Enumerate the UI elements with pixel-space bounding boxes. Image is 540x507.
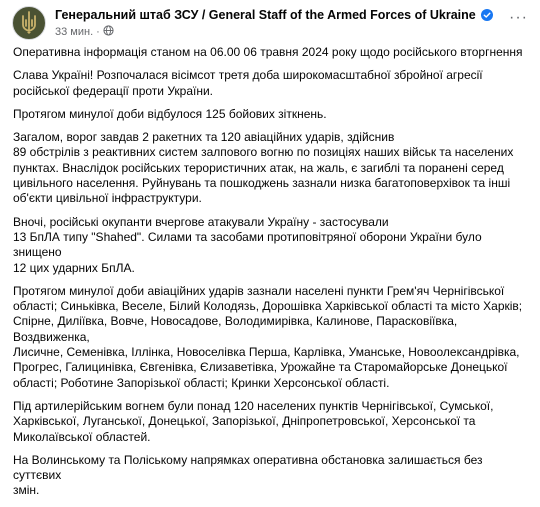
post-paragraph-4: Загалом, ворог завдав 2 ракетних та 120 авіаційних ударів, здійснив 89 обстрілів з реактивних систем залпового вогню по позиціях наших військ та населених пунктах. Внаслідок російських терористичних атак, на жаль, є загиблі та поранені серед цивільного населення. Руйнувань та пошкоджень зазнали низка багатоповерхівок та інші об'єкти цивільної інфраструктури.: [13, 130, 514, 206]
post-timestamp[interactable]: 33 мин.: [55, 26, 94, 38]
more-options-button[interactable]: ···: [509, 9, 528, 26]
meta-separator: ·: [96, 26, 100, 38]
post-paragraph-2: Слава Україні! Розпочалася вісімсот третя доба широкомасштабної збройної агресії російської федерації проти України.: [13, 68, 483, 98]
post-author[interactable]: [55, 8, 493, 22]
globe-icon: [103, 25, 114, 39]
verified-badge-icon: [481, 9, 493, 21]
post-paragraph-3: Протягом минулої доби відбулося 125 бойових зіткнень.: [13, 106, 327, 121]
post-paragraph-5: Вночі, російські окупанти вчергове атакували Україну - застосували 13 БпЛА типу "Shahed". Силами та засобами протиповітряної оборони України було знищено 12 цих ударних БпЛА.: [13, 214, 482, 275]
avatar[interactable]: [12, 6, 46, 40]
post-paragraph-8: На Волинському та Поліському напрямках оперативна обстановка залишається без суттєвих змін.: [13, 452, 483, 498]
post-body: [13, 45, 533, 507]
trident-emblem-icon: [19, 11, 39, 35]
post-header: [12, 6, 530, 40]
post-paragraph-1: Оперативна інформація станом на 06.00 06 травня 2024 року щодо російського вторгнення: [13, 45, 523, 59]
post-meta: [55, 25, 114, 39]
post-paragraph-7: Під артилерійським вогнем були понад 120 населених пунктів Чернігівської, Сумської, Харківської, Луганської, Донецької, Запорізької, Дніпропетровської, Херсонської та Миколаївської областей.: [13, 398, 494, 444]
author-name[interactable]: Генеральний штаб ЗСУ / General Staff of the Armed Forces of Ukraine: [55, 8, 476, 22]
post-paragraph-6: Протягом минулої доби авіаційних ударів зазнали населені пункти Грем'яч Чернігівської області; Синьківка, Веселе, Білий Колодязь, Дорошівка Харківської області та місто Харків; Спірне, Диліївка, Вовче, Новосадове, Володимирівка, Калинове, Парасковіївка, Воздвиженка, Лисичне, Семенівка, Іллінка, Новоселівка Перша, Карлівка, Уманське, Новоолександрівка, Прогрес, Галицинівка, Євгенівка, Єлизаветівка, Урожайне та Старомайорське Донецької області; Роботине Запорізької області; Кринки Херсонської області.: [13, 283, 523, 390]
